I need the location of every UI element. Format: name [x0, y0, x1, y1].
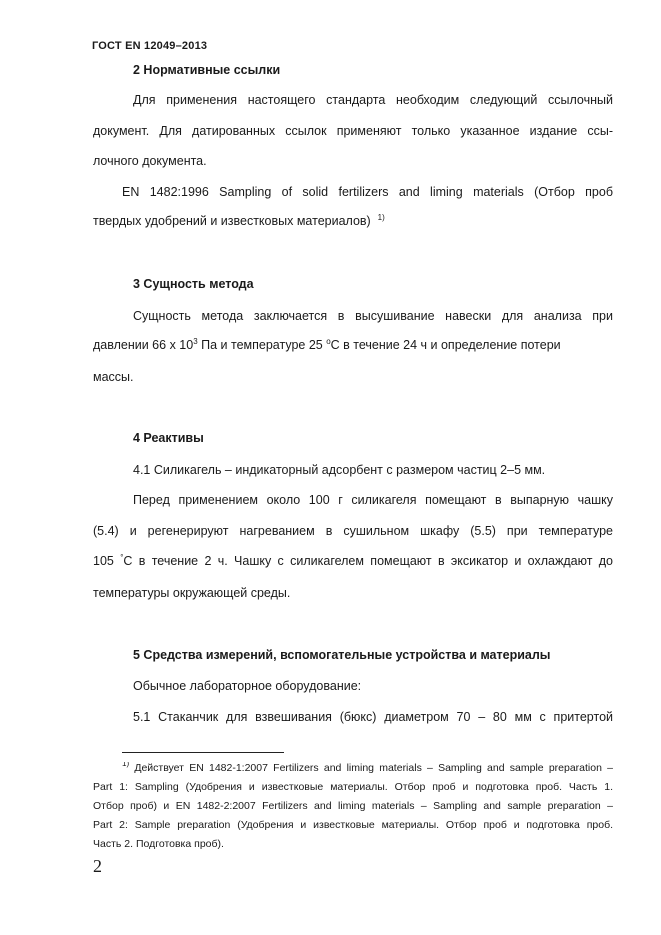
footnote-mark: 1) [122, 762, 130, 768]
section-5-line: Обычное лабораторное оборудование: [133, 679, 362, 693]
footnote-line: Part 2: Sample preparation (Удобрения и известковые материалы. Отбор проб и подготовка проб. [93, 819, 613, 831]
section-2-line: Для применения настоящего стандарта необходим следующий ссылочный [133, 93, 613, 107]
section-4-line: 105 °С в течение 2 ч. Чашку с силикагелем помещают в эксикатор и охлаждают до [93, 554, 613, 568]
section-3-line: массы. [93, 370, 134, 384]
document-header: ГОСТ EN 12049–2013 [92, 40, 208, 52]
footnote-separator [122, 752, 284, 753]
footnote-line: Часть 2. Подготовка проб). [93, 838, 224, 850]
section-2-line: лочного документа. [93, 154, 207, 168]
section-3-line: Сущность метода заключается в высушивание навески для анализа при [133, 309, 613, 323]
section-4-line: (5.4) и регенерируют нагреванием в сушильном шкафу (5.5) при температуре [93, 524, 613, 538]
section-3-line: давлении 66 х $10^3$ Па и температуре 25 $^о$С в течение 24 ч и определение потери [93, 338, 561, 352]
footnote-line: Отбор проб) и EN 1482-2:2007 Fertilizers and liming materials – Sampling and sample preparation – [93, 800, 613, 812]
section-5-title: 5 Средства измерений, вспомогательные устройства и материалы [133, 648, 551, 662]
section-4-title: 4 Реактивы [133, 431, 204, 445]
normative-reference-cont: твердых удобрений и известковых материалов) $^{1)}$ [93, 213, 385, 228]
normative-reference: EN 1482:1996 Sampling of solid fertilizers and liming materials (Отбор проб [122, 185, 613, 199]
section-2-line: документ. Для датированных ссылок применяют только указанное издание ссы- [93, 124, 613, 138]
section-4-line: Перед применением около 100 г силикагеля помещают в выпарную чашку [133, 493, 613, 507]
footnote-ref-mark: 1) [377, 213, 385, 222]
section-4-line: температуры окружающей среды. [93, 586, 291, 600]
section-5-item-5-1: 5.1 Стаканчик для взвешивания (бюкс) диаметром 70 – 80 мм с притертой [133, 710, 613, 724]
section-4-item-4-1: 4.1 Силикагель – индикаторный адсорбент с размером частиц 2–5 мм. [133, 463, 546, 477]
footnote-line: $^{1)}$ Действует EN 1482-1:2007 Fertilizers and liming materials – Sampling and sample preparation – [122, 762, 613, 777]
footnote-line: Part 1: Sampling (Удобрения и известковые материалы. Отбор проб и подготовка проб. Часть 1. [93, 781, 613, 793]
page-number: 2 [93, 856, 102, 876]
section-2-title: 2 Нормативные ссылки [133, 63, 281, 77]
section-3-title: 3 Сущность метода [133, 277, 254, 291]
